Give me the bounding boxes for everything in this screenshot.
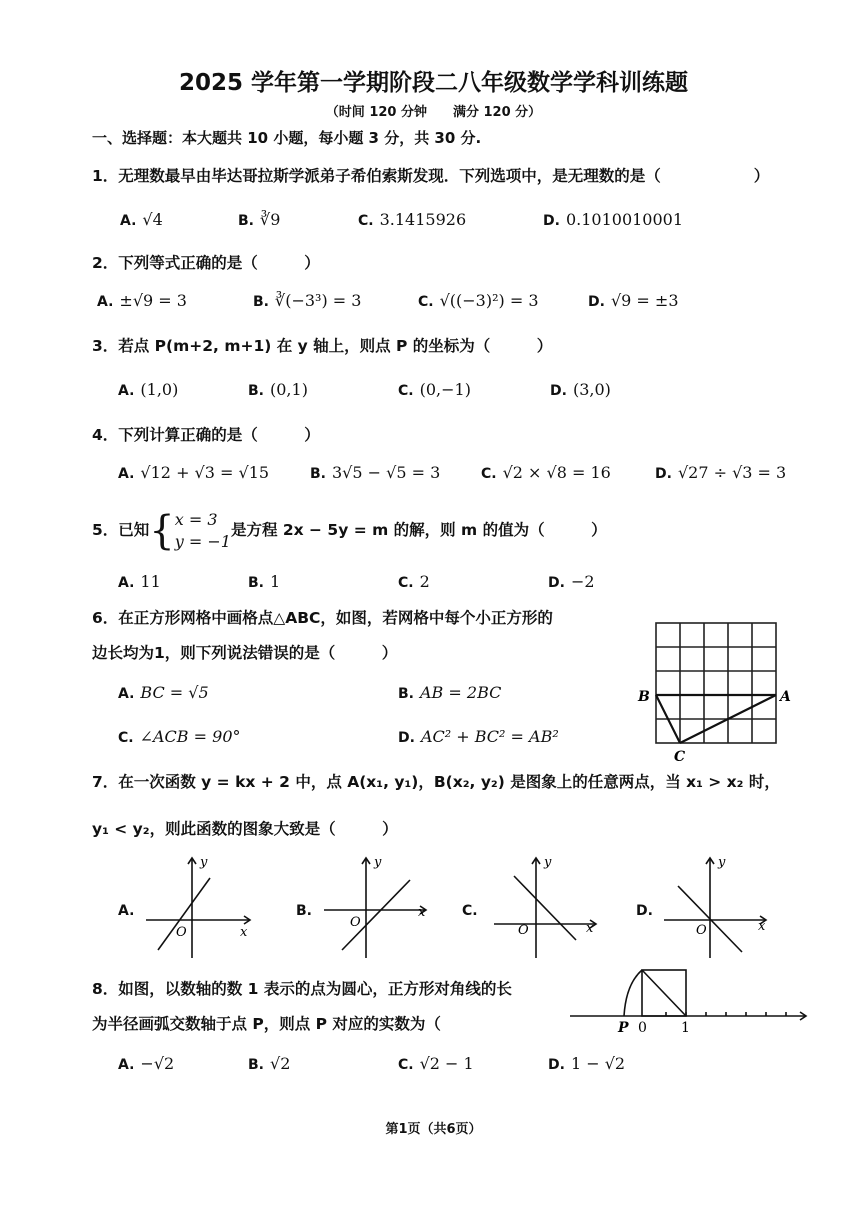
vertex-c-label: C — [674, 749, 686, 765]
question-3-stem: 3．若点 P(m+2, m+1) 在 y 轴上，则点 P 的坐标为（ ） — [92, 337, 553, 355]
q8-option-b: B. √2 — [248, 1054, 291, 1073]
q3-option-d: D. (3,0) — [550, 380, 611, 399]
svg-text:y: y — [718, 855, 726, 870]
q5-option-a: A. 11 — [118, 572, 161, 591]
radius-arc — [624, 970, 642, 1016]
q7-option-a-letter: A. — [118, 903, 135, 919]
q7-graph-c — [490, 850, 610, 960]
q3-option-a: A. (1,0) — [118, 380, 179, 399]
q2-option-b: B. ∛(−3³) = 3 — [253, 291, 362, 310]
q8-option-d: D. 1 − √2 — [548, 1054, 626, 1073]
question-6-stem-line1: 6．在正方形网格中画格点△ABC，如图，若网格中每个小正方形的 — [92, 609, 553, 627]
q5-option-c: C. 2 — [398, 572, 430, 591]
q7-option-b-letter: B. — [296, 903, 312, 919]
one-label: 1 — [681, 1020, 690, 1036]
q2-option-d: D. √9 = ±3 — [588, 291, 679, 310]
q8-option-a: A. −√2 — [118, 1054, 175, 1073]
question-2-stem: 2．下列等式正确的是（ ） — [92, 254, 320, 272]
q6-option-c: C. ∠ACB = 90° — [118, 727, 241, 746]
svg-text:y: y — [544, 855, 552, 870]
q1-option-d: D. 0.1010010001 — [543, 210, 684, 229]
svg-text:O: O — [696, 923, 707, 938]
number-line-figure — [566, 960, 816, 1040]
question-7-stem-line1: 7．在一次函数 y = kx + 2 中，点 A(x₁, y₁)，B(x₂, y₂) 是图象上的任意两点，当 x₁ > x₂ 时， — [92, 773, 780, 791]
q3-option-b: B. (0,1) — [248, 380, 308, 399]
square-diagonal — [642, 970, 686, 1016]
q4-option-b: B. 3√5 − √5 = 3 — [310, 463, 441, 482]
equation-system: {x = 3 y = −1 — [149, 508, 231, 554]
q7-graph-a — [140, 850, 260, 960]
q4-option-a: A. √12 + √3 = √15 — [118, 463, 270, 482]
question-4-stem: 4．下列计算正确的是（ ） — [92, 426, 320, 444]
question-6-stem-line2: 边长均为1，则下列说法错误的是（ ） — [92, 644, 398, 662]
q2-option-c: C. √((−3)²) = 3 — [418, 291, 539, 310]
q4-option-d: D. √27 ÷ √3 = 3 — [655, 463, 787, 482]
q7-graph-d — [660, 850, 780, 960]
svg-text:y: y — [374, 855, 382, 870]
svg-text:y: y — [200, 855, 208, 870]
grid-triangle-figure — [632, 615, 802, 775]
q3-option-c: C. (0,−1) — [398, 380, 471, 399]
q1-option-b: B. ∛9 — [238, 210, 281, 229]
question-8-stem-line2: 为半径画弧交数轴于点 P，则点 P 对应的实数为（ — [92, 1015, 441, 1033]
q2-option-a: A. ±√9 = 3 — [97, 291, 187, 310]
page-title: 2025 学年第一学期阶段二八年级数学学科训练题 — [178, 70, 689, 96]
question-8-stem-line1: 8．如图，以数轴的数 1 表示的点为圆心，正方形对角线的长 — [92, 980, 512, 998]
svg-text:O: O — [518, 923, 529, 938]
svg-text:x: x — [586, 921, 594, 936]
q6-option-b: B. AB = 2BC — [398, 683, 502, 702]
point-p-label: P — [618, 1020, 629, 1036]
vertex-b-label: B — [638, 689, 650, 705]
q6-option-d: D. AC² + BC² = AB² — [398, 727, 559, 746]
q6-option-a: A. BC = √5 — [118, 683, 209, 702]
q1-option-a: A. √4 — [120, 210, 163, 229]
q4-option-c: C. √2 × √8 = 16 — [481, 463, 611, 482]
exam-info: （时间 120 分钟 满分 120 分） — [325, 105, 542, 120]
section-heading: 一、选择题：本大题共 10 小题，每小题 3 分，共 30 分. — [92, 129, 482, 147]
page-number: 第1页（共6页） — [385, 1122, 482, 1137]
zero-label: 0 — [638, 1020, 647, 1036]
q5-option-b: B. 1 — [248, 572, 281, 591]
question-1-stem: 1．无理数最早由毕达哥拉斯学派弟子希伯索斯发现．下列选项中，是无理数的是（ ） — [92, 167, 770, 185]
q7-option-d-letter: D. — [636, 903, 653, 919]
svg-text:O: O — [350, 915, 361, 930]
svg-text:x: x — [418, 905, 426, 920]
question-7-stem-line2: y₁ < y₂，则此函数的图象大致是（ ） — [92, 820, 398, 838]
svg-text:x: x — [240, 925, 248, 940]
q5-option-d: D. −2 — [548, 572, 595, 591]
svg-text:x: x — [758, 919, 766, 934]
q1-option-c: C. 3.1415926 — [358, 210, 467, 229]
q7-option-c-letter: C. — [462, 903, 478, 919]
vertex-a-label: A — [780, 689, 791, 705]
q7-graph-b — [320, 850, 440, 960]
svg-text:O: O — [176, 925, 187, 940]
q8-option-c: C. √2 − 1 — [398, 1054, 474, 1073]
question-5-stem: 5．已知{x = 3 y = −1是方程 2x − 5y = m 的解，则 m 的值为（ ） — [92, 504, 607, 557]
